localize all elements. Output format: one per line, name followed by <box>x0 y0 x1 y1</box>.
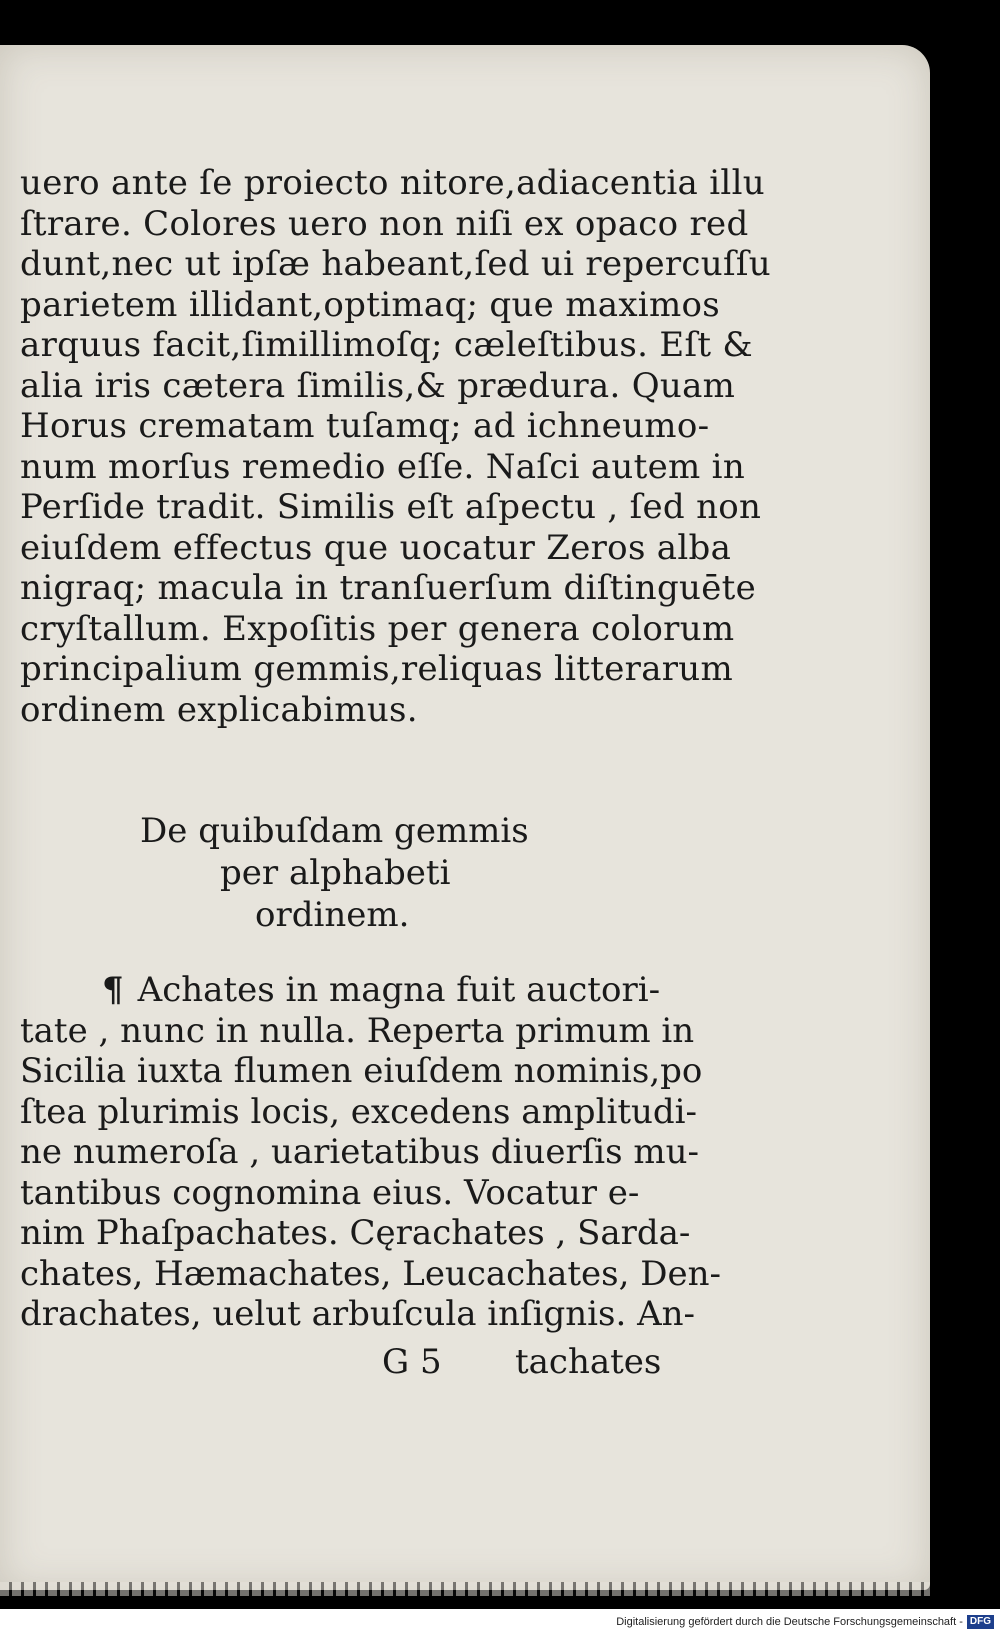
section-heading <box>130 810 530 936</box>
heading-line: per alphabeti <box>220 853 451 893</box>
text-line: Horus crematam tuſamq; ad ichneumo- <box>20 406 710 446</box>
text-line: dunt,nec ut ipſæ habeant,ſed ui repercuſſu <box>20 244 771 284</box>
catchword: tachates <box>515 1342 662 1382</box>
text-line: Perſide tradit. Similis eſt aſpectu , ſed non <box>20 487 762 527</box>
text-line: drachates, uelut arbuſcula inſignis. An- <box>20 1294 696 1334</box>
heading-line: De quibuſdam gemmis <box>140 811 529 851</box>
text-line: Sicilia iuxta flumen eiuſdem nominis,po <box>20 1051 703 1091</box>
text-line: chates, Hæmachates, Leucachates, Den- <box>20 1253 721 1294</box>
text-line: eiuſdem effectus que uocatur Zeros alba <box>20 527 732 568</box>
text-line: ne numeroſa , uarietatibus diuerſis mu- <box>20 1132 700 1172</box>
footer-credit: Digitalisierung gefördert durch die Deutsche Forschungsgemeinschaft - <box>616 1616 963 1628</box>
text-line-content: Achates in magna fuit auctori- <box>137 970 661 1010</box>
text-line: principalium gemmis,reliquas litterarum <box>20 649 734 689</box>
text-line: cryſtallum. Expoſitis per genera colorum <box>20 608 735 649</box>
text-line: ordinem explicabimus. <box>20 689 418 730</box>
text-line: nigraq; macula in tranſuerſum diſtinguēte <box>20 568 757 608</box>
pilcrow-icon: ¶ <box>102 970 124 1010</box>
text-line: tate , nunc in nulla. Reperta primum in <box>20 1010 695 1051</box>
text-line: ſtea plurimis locis, excedens amplitudi- <box>20 1091 698 1132</box>
text-line: uero ante ſe proiecto nitore,adiacentia illu <box>20 163 765 203</box>
text-line: num morſus remedio eſſe. Naſci autem in <box>20 446 746 487</box>
text-line <box>20 970 660 1011</box>
text-line: parietem illidant,optimaq; que maximos <box>20 284 721 325</box>
text-line: ſtrare. Colores uero non niſi ex opaco red <box>20 203 749 244</box>
book-page <box>0 45 930 1590</box>
heading-line: ordinem. <box>255 895 410 935</box>
digitization-footer <box>0 1609 1000 1635</box>
text-line: nim Phaſpachates. Cęrachates , Sarda- <box>20 1213 691 1253</box>
text-line: tantibus cognomina eius. Vocatur e- <box>20 1172 640 1213</box>
text-line: alia iris cætera ſimilis,& prædura. Quam <box>20 365 736 406</box>
achates-paragraph <box>20 970 721 1335</box>
body-paragraph <box>20 163 771 730</box>
signature-mark: G 5 <box>382 1342 442 1382</box>
dfg-logo: DFG <box>967 1615 994 1629</box>
text-line: arquus facit,ſimillimoſq; cæleſtibus. Eſt & <box>20 325 753 365</box>
